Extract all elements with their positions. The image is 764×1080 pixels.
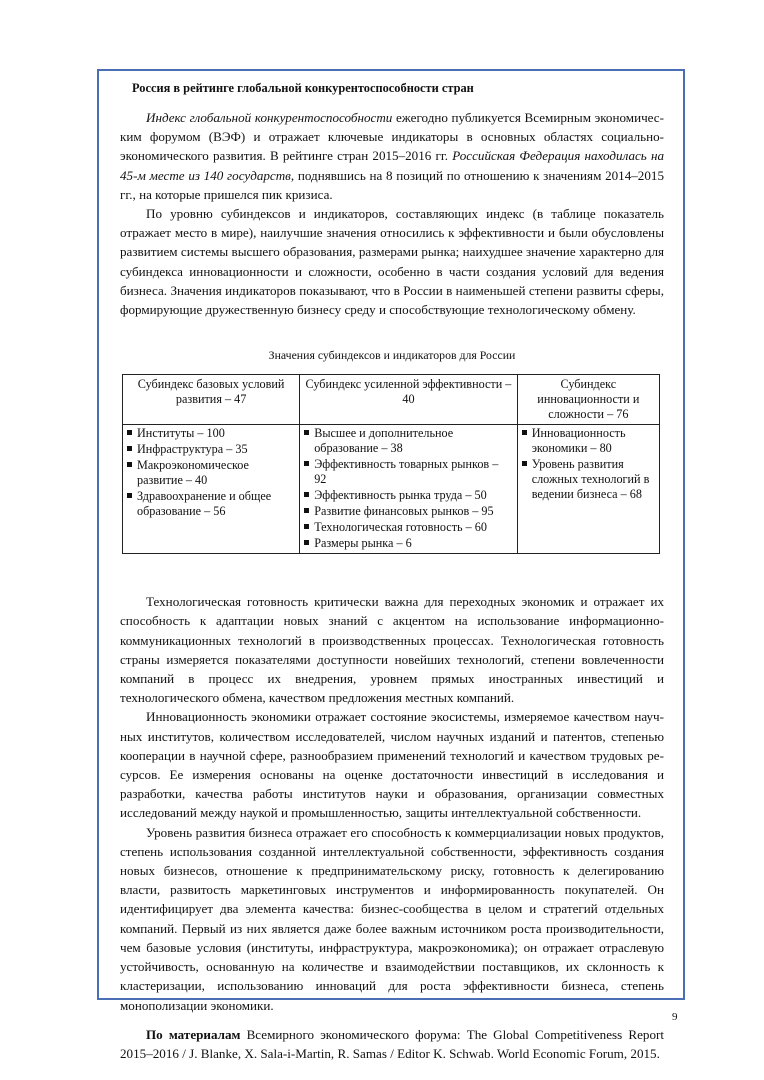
table-header-innovation: Субиндекс инновационности и сложности – 76 bbox=[517, 375, 659, 425]
paragraph-3: Технологическая готовность критически важна для переходных экономик и отражает их способность к адаптации новых знаний с акцентом на использование информационно-коммуникационных технологий в производственных процессах. Технологическая готовность страны измеряется показателями доступности новейших технологий, степени вовлеченности компаний в процесс их внедрения, уровнем прямых иностранных инвестиций и технологического обмена, качеством предложения местных компаний. bbox=[120, 594, 664, 706]
table-cell-efficiency bbox=[300, 425, 517, 554]
boxed-section bbox=[97, 69, 685, 1061]
list-item: Уровень развития сложных технологий в ведении бизнеса – 68 bbox=[522, 457, 655, 502]
list-item: Здравоохранение и общее образование – 56 bbox=[127, 489, 295, 519]
table-header-efficiency: Субиндекс усиленной эффективности – 40 bbox=[300, 375, 517, 425]
source-label: По материалам bbox=[146, 1026, 241, 1042]
list-item: Макроэкономическое развитие – 40 bbox=[127, 458, 295, 488]
emphasis-index-name: Индекс глобальной конкурентоспособности bbox=[146, 110, 393, 125]
paragraph-4: Инновационность экономики отражает состояние экосистемы, измеряемое качеством научных институтов, количеством исследователей, числом научных изданий и патентов, степенью кооперации в научной сфере, разнообразием применений технологий и качеством трудовых ресурсов. Ее измерения основаны на оценке достаточности инвестиций в исследования и разработки, качества работы институтов науки и образования, организации совместных исследований между наукой и промышленностью, защиты интеллектуальной собственности. bbox=[120, 709, 664, 821]
boxed-content bbox=[120, 80, 664, 1063]
paragraph-2: По уровню субиндексов и индикаторов, составляющих индекс (в таблице показатель отражает место в мире), наилучшие значения относились к эффективности и были обусловлены развитием системы высшего образования, размерами рынка; наихудшее значение характерно для субиндекса инновационности и сложности, особенно в части создания условий для ведения бизнеса. Значения индикаторов показывают, что в России в наименьшей степени развиты сферы, формирующие дружественную бизнесу среду и способствующие технологическому обмену. bbox=[120, 206, 664, 318]
list-item: Эффективность товарных рынков – 92 bbox=[304, 457, 512, 487]
table-header-row bbox=[123, 375, 660, 425]
list-item: Развитие финансовых рынков – 95 bbox=[304, 504, 512, 519]
paragraph-1-text-a: ежегодно публикуется Всемирным экономическим форумом (ВЭФ) и отражает ключевые индикаторы в основных областях социально-экономического развития. В рейтинге стран 2015–2016 гг. bbox=[120, 110, 664, 164]
source-note bbox=[120, 1025, 664, 1063]
page-number: 9 bbox=[672, 1011, 678, 1023]
list-item: Институты – 100 bbox=[127, 426, 295, 441]
table-row bbox=[123, 425, 660, 554]
paragraph-1-text-b: , поднявшись на 8 позиций по отношению к значениям 2014–2015 гг., на которые пришелся пик кризиса. bbox=[120, 167, 664, 202]
section-title: Россия в рейтинге глобальной конкурентоспособности стран bbox=[132, 81, 474, 95]
emphasis-russia-rank: Российская Федерация находилась на 45-м месте из 140 государств bbox=[120, 148, 664, 183]
table-caption: Значения субиндексов и индикаторов для России bbox=[268, 348, 516, 363]
table-header-basic: Субиндекс базовых условий развития – 47 bbox=[123, 375, 300, 425]
list-item: Инновационность экономики – 80 bbox=[522, 426, 655, 456]
subindex-table bbox=[122, 374, 660, 554]
list-item: Эффективность рынка труда – 50 bbox=[304, 488, 512, 503]
paragraph-1 bbox=[120, 108, 664, 204]
source-text: Всемирного экономического форума: The Global Competitiveness Report 2015–2016 / J. Blanke, X. Sala-i-Martin, R. Samas / Editor K. Schwab. World Economic Forum, 2015. bbox=[120, 1026, 664, 1061]
table-cell-innovation bbox=[517, 425, 659, 554]
list-item: Высшее и дополнительное образование – 38 bbox=[304, 426, 512, 456]
list-item: Технологическая готовность – 60 bbox=[304, 520, 512, 535]
paragraph-5: Уровень развития бизнеса отражает его способность к коммерциализации новых продуктов, степень использования созданной интеллектуальной собственности, эффективность создания новых бизнесов, отношение к предпринимательскому риску, готовность к делегированию власти, развитость маркетинговых инструментов и информированность покупателей. Он идентифицирует два элемента качества: бизнес-сообщества в целом и стратегий отдельных компаний. Первый из них является даже более важным источником роста производительности, чем базовые условия (институты, инфраструктура, макроэкономика); он отражает отраслевую устойчивость, основанную на количестве и взаимодействии поставщиков, их склонность к кластеризации, использованию инноваций для роста эффективности бизнеса, степень монополизации экономики. bbox=[120, 824, 664, 1013]
table-cell-basic bbox=[123, 425, 300, 554]
list-item: Инфраструктура – 35 bbox=[127, 442, 295, 457]
list-item: Размеры рынка – 6 bbox=[304, 536, 512, 551]
